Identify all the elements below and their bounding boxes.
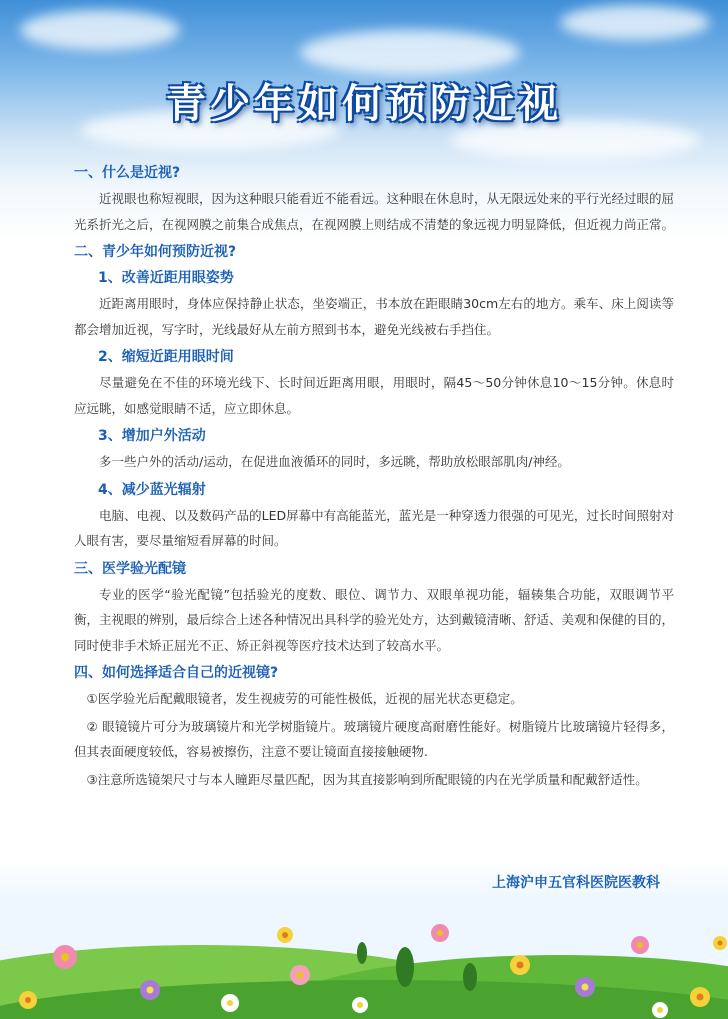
cloud — [300, 30, 520, 75]
subsection-paragraph: 近距离用眼时，身体应保持静止状态，坐姿端正，书本放在距眼睛30cm左右的地方。乘车、床上阅读等都会增加近视，写字时，光线最好从左前方照到书本，避免光线被右手挡住。 — [74, 296, 674, 337]
subsection-paragraph: 尽量避免在不佳的环境光线下、长时间近距离用眼，用眼时，隔45～50分钟休息10～15分钟。休息时应远眺，如感觉眼睛不适，应立即休息。 — [74, 375, 674, 416]
subsection-heading: 3、增加户外活动 — [98, 428, 206, 444]
section-heading: 二、青少年如何预防近视? — [74, 244, 237, 260]
cloud — [20, 10, 180, 50]
subsection-paragraph: 电脑、电视、以及数码产品的LED屏幕中有高能蓝光，蓝光是一种穿透力很强的可见光，过长时间照射对人眼有害，要尽量缩短看屏幕的时间。 — [74, 507, 674, 548]
organization-signature: 上海沪申五官科医院医教科 — [492, 875, 660, 891]
section-heading: 三、医学验光配镜 — [74, 560, 186, 577]
meadow-illustration — [0, 905, 728, 1019]
poster-content — [74, 160, 674, 794]
cloud — [560, 5, 710, 40]
section-heading: 一、什么是近视? — [74, 165, 181, 181]
subsection-paragraph: 多一些户外的活动/运动，在促进血液循环的同时，多远眺，帮助放松眼部肌肉/神经。 — [99, 454, 570, 469]
section-paragraph: 近视眼也称短视眼，因为这种眼只能看近不能看远。这种眼在休息时，从无限远处来的平行光经过眼的屈光系折光之后，在视网膜之前集合成焦点，在视网膜上则结成不清楚的象远视力明显降低，但近视力尚正常。 — [74, 191, 675, 232]
subsection-heading: 4、减少蓝光辐射 — [98, 481, 206, 498]
list-item: ② 眼镜镜片可分为玻璃镜片和光学树脂镜片。玻璃镜片硬度高耐磨性能好。树脂镜片比玻璃镜片轻得多，但其表面硬度较低，容易被擦伤，注意不要让镜面直接接触硬物. — [74, 718, 674, 759]
poster-title: 青少年如何预防近视 — [166, 81, 562, 127]
list-item: ③注意所选镜架尺寸与本人瞳距尽量匹配，因为其直接影响到所配眼镜的内在光学质量和配戴舒适性。 — [86, 771, 648, 787]
subsection-heading: 1、改善近距用眼姿势 — [98, 270, 234, 286]
section-heading: 四、如何选择适合自己的近视镜? — [74, 665, 279, 681]
subsection-heading: 2、缩短近距用眼时间 — [98, 349, 234, 365]
section-paragraph: 专业的医学“验光配镜”包括验光的度数、眼位、调节力、双眼单视功能，辐辏集合功能，双眼调节平衡，主视眼的辨别，最后综合上述各种情况出具科学的验光处方，达到戴镜清晰、舒适、美观和保健的目的，同时使非手术矫正屈光不正、矫正斜视等医疗技术达到了较高水平。 — [74, 586, 675, 653]
list-item: ①医学验光后配戴眼镜者，发生视疲劳的可能性极低，近视的屈光状态更稳定。 — [86, 691, 523, 706]
